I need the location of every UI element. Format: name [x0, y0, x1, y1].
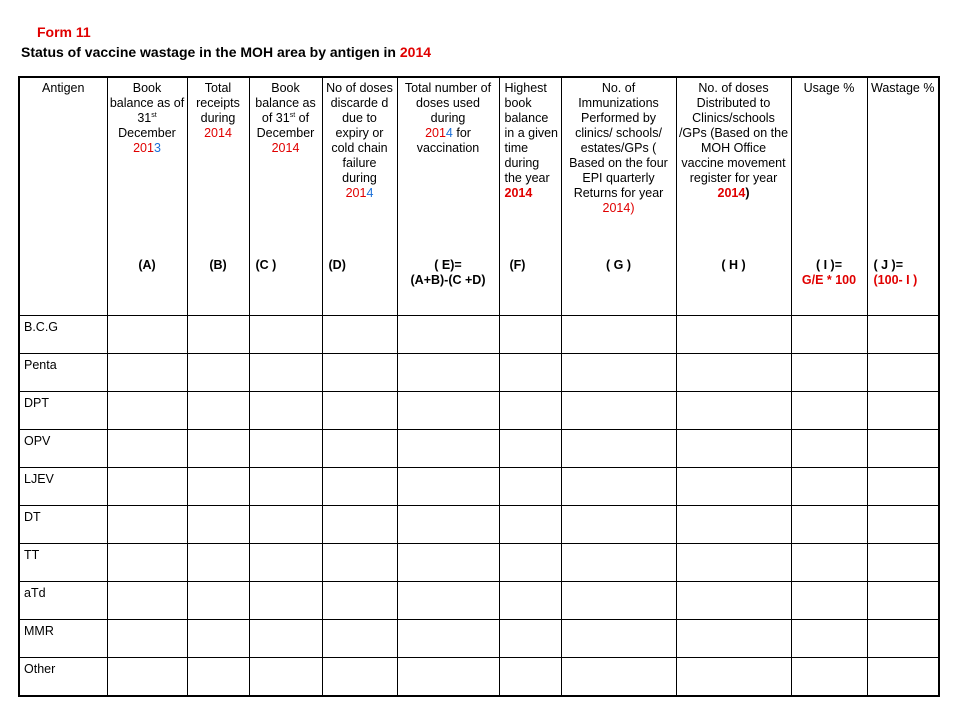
- table-cell[interactable]: [561, 392, 676, 430]
- col-i-code: [792, 258, 867, 288]
- table-cell[interactable]: [397, 620, 499, 658]
- table-cell[interactable]: [676, 620, 791, 658]
- table-body: [19, 316, 939, 696]
- table-cell[interactable]: [249, 354, 322, 392]
- table-cell[interactable]: [107, 582, 187, 620]
- col-h-code: ( H ): [721, 258, 746, 272]
- table-row: [19, 544, 939, 582]
- table-cell[interactable]: [397, 354, 499, 392]
- table-cell[interactable]: [322, 316, 397, 354]
- table-row: [19, 392, 939, 430]
- table-row: [19, 316, 939, 354]
- col-j-code-text: ( J )=: [873, 258, 904, 272]
- antigen-name: aTd: [19, 582, 107, 620]
- col-h: [676, 77, 791, 316]
- col-g-label-post: ): [630, 201, 635, 215]
- antigen-name: Other: [19, 658, 107, 696]
- table-row: [19, 468, 939, 506]
- col-i-formula: G/E * 100: [801, 273, 857, 287]
- table-cell[interactable]: [499, 468, 561, 506]
- table-cell[interactable]: [561, 620, 676, 658]
- col-f-year: 2014: [504, 186, 533, 200]
- table-row: [19, 430, 939, 468]
- col-j: [867, 77, 939, 316]
- table-cell[interactable]: [867, 316, 939, 354]
- table-cell[interactable]: [322, 354, 397, 392]
- table-cell[interactable]: [397, 544, 499, 582]
- table-cell[interactable]: [676, 468, 791, 506]
- table-cell[interactable]: [791, 506, 867, 544]
- col-c-sup: st: [289, 111, 296, 119]
- table-row: [19, 506, 939, 544]
- table-cell[interactable]: [676, 544, 791, 582]
- vaccine-wastage-table: [18, 76, 940, 697]
- col-b-year: 2014: [204, 126, 232, 140]
- table-cell[interactable]: [322, 658, 397, 696]
- antigen-name: TT: [19, 544, 107, 582]
- table-cell[interactable]: [676, 658, 791, 696]
- table-cell[interactable]: [499, 354, 561, 392]
- col-g: [561, 77, 676, 316]
- table-cell[interactable]: [249, 544, 322, 582]
- col-i-label: Usage %: [803, 81, 855, 95]
- table-cell[interactable]: [561, 316, 676, 354]
- table-cell[interactable]: [561, 582, 676, 620]
- col-e-code-text: ( E)=: [434, 258, 462, 272]
- table-cell[interactable]: [791, 392, 867, 430]
- table-cell[interactable]: [322, 582, 397, 620]
- table-cell[interactable]: [499, 658, 561, 696]
- table-cell[interactable]: [249, 582, 322, 620]
- antigen-name: Penta: [19, 354, 107, 392]
- table-cell[interactable]: [676, 316, 791, 354]
- col-antigen: [19, 77, 107, 316]
- table-cell[interactable]: [676, 582, 791, 620]
- table-cell[interactable]: [187, 582, 249, 620]
- table-cell[interactable]: [791, 582, 867, 620]
- col-e-label: Total number of doses used during: [404, 81, 492, 125]
- col-b-label: Total receipts during: [196, 81, 240, 125]
- col-e-year: 201: [425, 126, 446, 140]
- table-cell[interactable]: [249, 430, 322, 468]
- subtitle-text: Status of vaccine wastage in the MOH area by antigen in: [21, 44, 400, 60]
- col-f-label: Highest book balance in a given time during the year: [504, 81, 559, 185]
- col-i: [791, 77, 867, 316]
- col-e-label-post: for vaccination: [416, 126, 480, 155]
- table-cell[interactable]: [322, 392, 397, 430]
- table-cell[interactable]: [791, 658, 867, 696]
- antigen-name: LJEV: [19, 468, 107, 506]
- col-f-code: (F): [509, 258, 526, 272]
- col-f: [499, 77, 561, 316]
- table-cell[interactable]: [499, 544, 561, 582]
- table-cell[interactable]: [791, 316, 867, 354]
- table-cell[interactable]: [397, 430, 499, 468]
- table-cell[interactable]: [322, 620, 397, 658]
- col-i-code-text: ( I )=: [815, 258, 843, 272]
- table-cell[interactable]: [561, 658, 676, 696]
- table-cell[interactable]: [249, 468, 322, 506]
- table-cell[interactable]: [187, 468, 249, 506]
- col-a-year-digit: 3: [153, 141, 161, 155]
- col-h-label: No. of doses Distributed to Clinics/schools /GPs (Based on the MOH Office vaccine movement register for year: [678, 81, 789, 185]
- antigen-name: DPT: [19, 392, 107, 430]
- table-cell[interactable]: [397, 582, 499, 620]
- table-cell[interactable]: [499, 430, 561, 468]
- col-b-code: (B): [209, 258, 227, 272]
- table-cell[interactable]: [867, 392, 939, 430]
- col-d-code: (D): [328, 258, 346, 272]
- table-cell[interactable]: [397, 392, 499, 430]
- table-cell[interactable]: [397, 506, 499, 544]
- col-d-year: 201: [345, 186, 367, 200]
- table-cell[interactable]: [322, 430, 397, 468]
- col-a-code: (A): [138, 258, 156, 272]
- col-d-label: No of doses discarde d due to expiry or cold chain failure during: [326, 81, 393, 185]
- table-cell[interactable]: [107, 620, 187, 658]
- table-cell[interactable]: [322, 506, 397, 544]
- col-h-label-post: ): [745, 186, 750, 200]
- table-cell[interactable]: [791, 354, 867, 392]
- table-cell[interactable]: [499, 620, 561, 658]
- table-cell[interactable]: [107, 544, 187, 582]
- table-cell[interactable]: [791, 620, 867, 658]
- table-row: [19, 582, 939, 620]
- table-cell[interactable]: [676, 392, 791, 430]
- table-cell[interactable]: [107, 354, 187, 392]
- table-cell[interactable]: [187, 506, 249, 544]
- col-c-year: 2014: [271, 141, 300, 155]
- col-h-year: 2014: [717, 186, 746, 200]
- col-c-label-post: of December: [256, 111, 315, 140]
- table-cell[interactable]: [322, 468, 397, 506]
- col-g-code: ( G ): [606, 258, 631, 272]
- col-d: [322, 77, 397, 316]
- table-cell[interactable]: [107, 430, 187, 468]
- table-cell[interactable]: [397, 316, 499, 354]
- col-c: [249, 77, 322, 316]
- table-cell[interactable]: [676, 354, 791, 392]
- col-g-label: No. of Immunizations Performed by clinics/ schools/ estates/GPs ( Based on the four EPI quarterly Returns for year: [569, 81, 668, 200]
- table-cell[interactable]: [867, 354, 939, 392]
- table-cell[interactable]: [499, 582, 561, 620]
- table-cell[interactable]: [867, 582, 939, 620]
- table-cell[interactable]: [499, 316, 561, 354]
- table-cell[interactable]: [867, 544, 939, 582]
- subtitle-year: 2014: [399, 44, 432, 60]
- col-j-formula: (100- I ): [873, 273, 918, 287]
- table-cell[interactable]: [187, 316, 249, 354]
- antigen-name: MMR: [19, 620, 107, 658]
- antigen-name: DT: [19, 506, 107, 544]
- table-cell[interactable]: [187, 354, 249, 392]
- table-cell[interactable]: [107, 506, 187, 544]
- table-cell[interactable]: [561, 354, 676, 392]
- table-cell[interactable]: [322, 544, 397, 582]
- table-cell[interactable]: [561, 544, 676, 582]
- col-g-year: 2014: [602, 201, 631, 215]
- col-e: [397, 77, 499, 316]
- table-cell[interactable]: [561, 506, 676, 544]
- table-cell[interactable]: [249, 620, 322, 658]
- table-cell[interactable]: [397, 658, 499, 696]
- col-e-code: [398, 258, 499, 288]
- col-antigen-label: Antigen: [42, 81, 85, 95]
- table-row: [19, 658, 939, 696]
- table-cell[interactable]: [867, 658, 939, 696]
- col-b: [187, 77, 249, 316]
- col-e-year-digit: 4: [445, 126, 453, 140]
- table-cell[interactable]: [187, 544, 249, 582]
- antigen-name: OPV: [19, 430, 107, 468]
- table-cell[interactable]: [187, 392, 249, 430]
- col-c-label: Book balance as of 31: [255, 81, 316, 125]
- col-a-year: 201: [133, 141, 154, 155]
- col-a-sup: st: [151, 111, 157, 119]
- table-cell[interactable]: [249, 316, 322, 354]
- col-a-label-post: December: [118, 126, 176, 140]
- col-d-year-digit: 4: [366, 186, 374, 200]
- table-cell[interactable]: [676, 506, 791, 544]
- table-cell[interactable]: [107, 468, 187, 506]
- table-cell[interactable]: [187, 430, 249, 468]
- table-cell[interactable]: [107, 658, 187, 696]
- col-e-formula: (A+B)-(C +D): [410, 273, 486, 287]
- table-row: [19, 620, 939, 658]
- form-subtitle: [21, 44, 431, 60]
- table-cell[interactable]: [867, 468, 939, 506]
- table-cell[interactable]: [867, 430, 939, 468]
- table-cell[interactable]: [561, 430, 676, 468]
- table-cell[interactable]: [867, 506, 939, 544]
- table-cell[interactable]: [187, 620, 249, 658]
- table-cell[interactable]: [397, 468, 499, 506]
- table-cell[interactable]: [499, 506, 561, 544]
- table-cell[interactable]: [107, 316, 187, 354]
- table-cell[interactable]: [107, 392, 187, 430]
- col-j-code: [868, 258, 939, 288]
- form-label: Form 11: [37, 24, 91, 40]
- table-cell[interactable]: [499, 392, 561, 430]
- col-a-label: Book balance as of 31: [109, 81, 185, 125]
- col-c-code: (C ): [255, 258, 277, 272]
- table-cell[interactable]: [791, 468, 867, 506]
- table-row: [19, 354, 939, 392]
- col-a: [107, 77, 187, 316]
- table-cell[interactable]: [249, 658, 322, 696]
- table-cell[interactable]: [249, 392, 322, 430]
- antigen-name: B.C.G: [19, 316, 107, 354]
- table-cell[interactable]: [791, 430, 867, 468]
- table-cell[interactable]: [249, 506, 322, 544]
- table-cell[interactable]: [791, 544, 867, 582]
- table-cell[interactable]: [561, 468, 676, 506]
- table-cell[interactable]: [676, 430, 791, 468]
- table-cell[interactable]: [867, 620, 939, 658]
- table-cell[interactable]: [187, 658, 249, 696]
- col-j-label: Wastage %: [871, 81, 935, 95]
